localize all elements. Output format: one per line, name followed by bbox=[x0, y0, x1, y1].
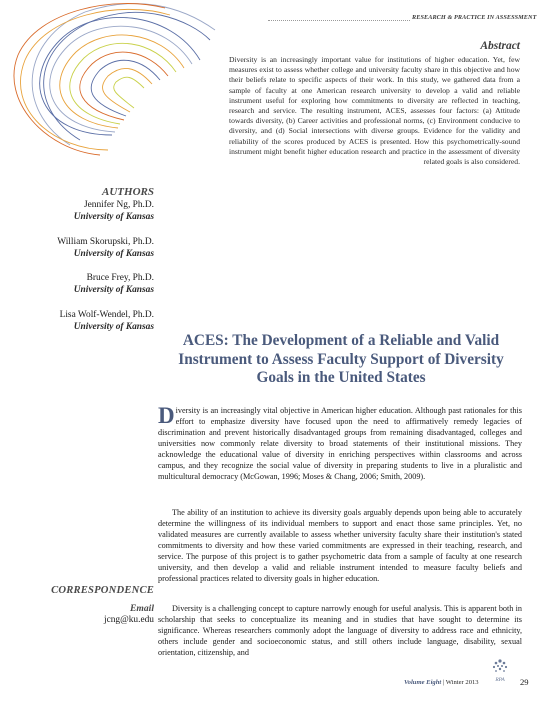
body-paragraph bbox=[158, 405, 522, 482]
drop-cap: D bbox=[158, 403, 175, 428]
author-name: Bruce Frey, Ph.D. bbox=[86, 273, 154, 283]
email-label: Email bbox=[130, 603, 154, 614]
author-affiliation: University of Kansas bbox=[73, 322, 154, 332]
decorative-swirl-graphic bbox=[0, 0, 225, 160]
paragraph-text: iversity is an increasingly vital objective in American higher education. Although past rationales for this effort to emphasize diversity have focused upon the need to affirmatively remedy legacies of discrimination and prevent historically disadvantaged groups from remaining disadvantaged, colleges and universities now commonly relate diversity to broad statements of their institutional missions. They acknowledge the educational value of diversity in enriching perspectives within classrooms and across campus, and they recognize the social value of diversity in preparing students to live in a pluralistic and multicultural democracy (McGowan, 1996; Moses & Chang, 2006; Smith, 2009). bbox=[158, 406, 522, 481]
journal-section-label: RESEARCH & PRACTICE IN ASSESSMENT bbox=[412, 14, 537, 21]
author-name: William Skorupski, Ph.D. bbox=[57, 237, 154, 247]
page-number: 29 bbox=[520, 677, 529, 687]
email-link[interactable]: jcng@ku.edu bbox=[103, 615, 154, 625]
footer-issue: Winter 2013 bbox=[445, 679, 479, 686]
footer-issue-info bbox=[404, 679, 479, 686]
footer-volume: Volume Eight bbox=[404, 679, 442, 686]
article-title: ACES: The Development of a Reliable and Valid Instrument to Assess Faculty Support of Diversity Goals in the United States bbox=[178, 332, 504, 386]
abstract-text: Diversity is an increasingly important value for institutions of higher education. Yet, few measures exist to assess whether college and university faculty share in this objective and how their beliefs relate to specific aspects of their work. In this study, we gathered data from a sample of faculty at one American research university to develop a valid and reliable instrument useful for exploring how commitments to diversity are reflected in teaching, research and service. The resulting instrument, ACES, assesses four factors: (a) Attitude towards diversity, (b) Career activities and professional norms, (c) Environment conducive to diversity, and (d) Social intersections with diverse groups. Evidence for the validity and reliability of the scores produced by ACES is presented. How this psychometrically-sound instrument might benefit higher education research and practice in the assessment of diversity related goals is also considered. bbox=[229, 55, 520, 167]
body-paragraph: The ability of an institution to achieve its diversity goals arguably depends upon being able to accurately determine the willingness of its individual members to support and enact those same principles. Yet, no validated measures are currently available to assess whether university faculty share their institution's stated commitments to diversity and how these varied commitments are expressed in their teaching, research, and service. The purpose of this project is to gather psychometric data from a sample of faculty at one research university, and then develop a valid and reliable instrument intended to measure faculty beliefs and professional practices related to diversity goals in higher education. bbox=[158, 508, 522, 583]
author-affiliation: University of Kansas bbox=[73, 212, 154, 222]
header-rule bbox=[268, 20, 410, 21]
author-entry bbox=[74, 199, 154, 223]
author-entry bbox=[60, 309, 154, 333]
abstract-heading: Abstract bbox=[480, 40, 520, 52]
rpa-logo-icon bbox=[490, 657, 510, 677]
footer-separator: | bbox=[441, 679, 446, 686]
correspondence-heading: CORRESPONDENCE bbox=[51, 585, 154, 596]
author-name: Lisa Wolf-Wendel, Ph.D. bbox=[59, 310, 154, 320]
author-entry bbox=[74, 272, 154, 296]
rpa-logo-text: RPA bbox=[495, 677, 505, 683]
author-affiliation: University of Kansas bbox=[73, 249, 154, 259]
body-paragraph: Diversity is a challenging concept to capture narrowly enough for useful analysis. This is apparent both in scholarship that seeks to conceptualize its meaning and in studies that have sought to determine its significance. Whereas researchers commonly adopt the language of diversity to address race and ethnicity, others include gender and socioeconomic status, and still others include language, disability, sexual orientation, citizenship, and bbox=[158, 604, 522, 657]
author-entry bbox=[57, 236, 154, 260]
authors-heading: AUTHORS bbox=[102, 186, 154, 198]
author-name: Jennifer Ng, Ph.D. bbox=[83, 200, 154, 210]
author-affiliation: University of Kansas bbox=[73, 285, 154, 295]
